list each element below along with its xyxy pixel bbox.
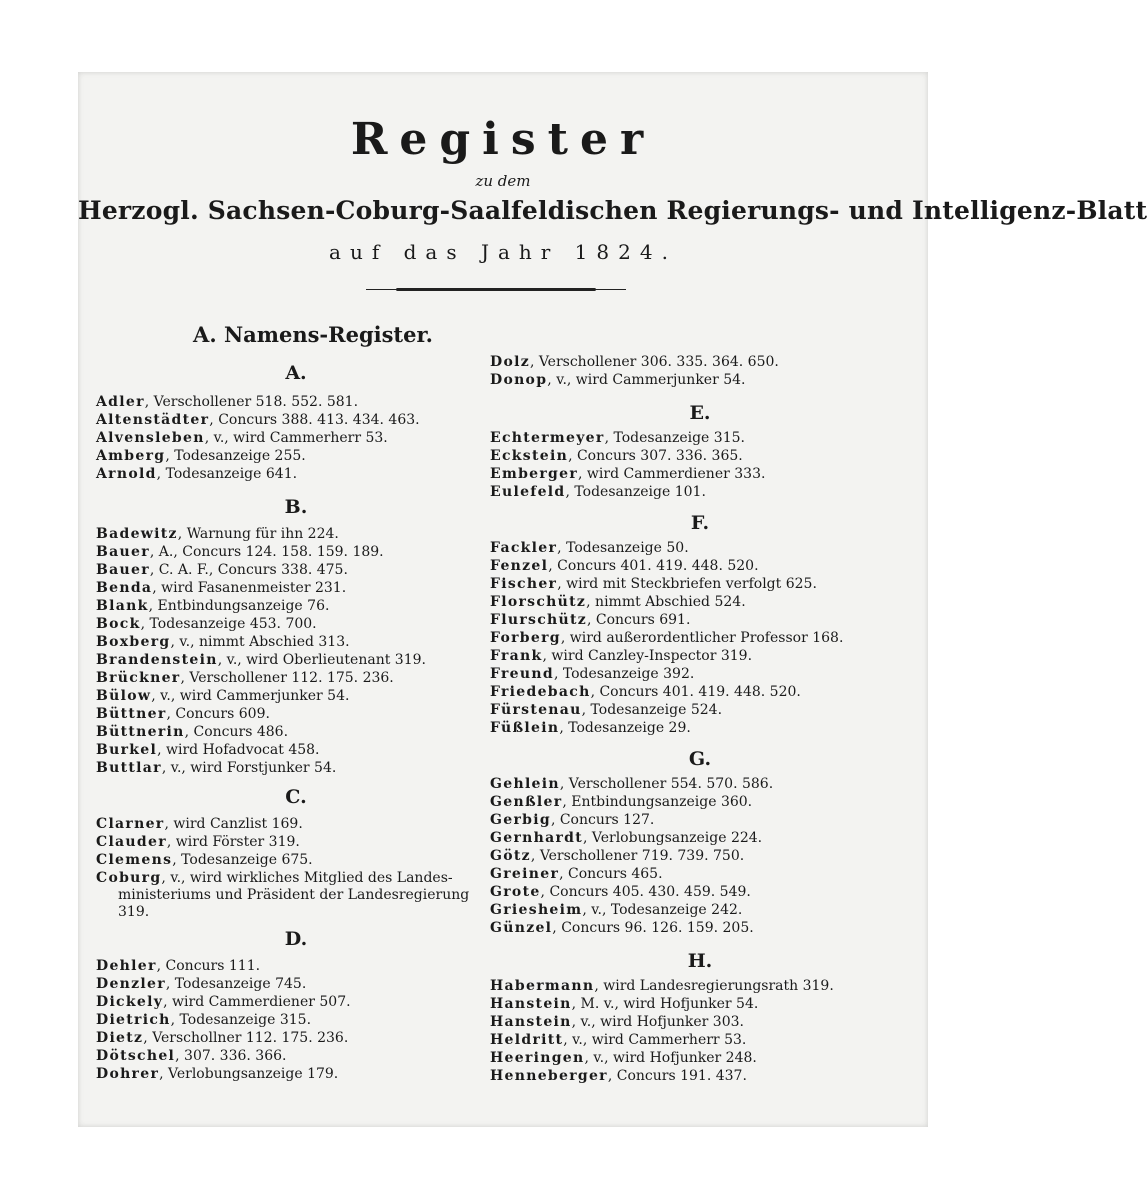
subtitle-year: auf das Jahr 1824. [329, 240, 677, 264]
register-entry [490, 978, 910, 995]
register-entry [490, 920, 910, 937]
entry-detail: , v., wird Cammerjunker 54. [547, 372, 746, 388]
section-heading: A. Namens-Register. [193, 322, 433, 347]
entry-detail: , M. v., wird Hofjunker 54. [571, 996, 759, 1012]
register-entry [490, 630, 910, 647]
register-entry [490, 996, 910, 1013]
entry-name: Dötschel [96, 1048, 176, 1064]
entry-detail: , wird Hofadvocat 458. [157, 742, 320, 758]
register-entry [490, 830, 910, 847]
entry-name: Dolz [490, 354, 530, 370]
register-entry [96, 994, 496, 1011]
entry-name: Hanstein [490, 1014, 572, 1030]
entry-name: Altenstädter [96, 412, 210, 428]
page-title: Register [350, 114, 656, 165]
entry-detail: , Todesanzeige 675. [172, 852, 313, 868]
subtitle-publication: Herzogl. Sachsen-Coburg-Saalfeldischen Regierungs- und Intelligenz-Blatt [78, 196, 1147, 225]
register-entry [96, 394, 496, 411]
entry-detail: , v., wird Forstjunker 54. [161, 760, 337, 776]
entry-detail: , nimmt Abschied 524. [586, 594, 746, 610]
entry-detail: , Todesanzeige 29. [559, 720, 691, 736]
entry-detail: , Todesanzeige 641. [156, 466, 298, 482]
register-entry [490, 648, 910, 665]
register-entry [96, 466, 496, 483]
entry-name: Götz [490, 848, 531, 864]
entry-name: Forberg [490, 630, 561, 646]
entry-detail: , v., Todesanzeige 242. [582, 902, 743, 918]
entry-name: Dietrich [96, 1012, 171, 1028]
entry-detail: , Concurs 405. 430. 459. 549. [540, 884, 751, 900]
entry-name: Büttnerin [96, 724, 185, 740]
register-entry [490, 720, 910, 737]
entry-name: Fürstenau [490, 702, 582, 718]
register-entry [490, 484, 910, 501]
entry-name: Blank [96, 598, 149, 614]
entry-name: Genßler [490, 794, 563, 810]
register-entry [96, 958, 496, 975]
entry-name: Boxberg [96, 634, 171, 650]
register-entry [490, 430, 910, 447]
register-entry [490, 594, 910, 611]
entry-detail: , Concurs 486. [184, 724, 289, 740]
entry-name: Fackler [490, 540, 558, 556]
register-entry [96, 544, 496, 561]
letter-heading: D. [284, 928, 308, 950]
entry-detail: , wird Canzley-Inspector 319. [542, 648, 753, 664]
entry-name: Friedebach [490, 684, 591, 700]
entry-detail: , v., wird Cammerjunker 54. [151, 688, 350, 704]
register-entry [490, 902, 910, 919]
entry-name: Dietz [96, 1030, 144, 1046]
entry-detail: , Todesanzeige 392. [553, 666, 695, 682]
entry-name: Frank [490, 648, 543, 664]
entry-detail: , v., wird Cammerherr 53. [563, 1032, 747, 1048]
register-entry [96, 448, 496, 465]
entry-detail: , Concurs 111. [156, 958, 261, 974]
register-page [78, 72, 1147, 1127]
entry-detail: , wird Cammerdiener 333. [578, 466, 766, 482]
register-entry [96, 652, 496, 669]
entry-name: Freund [490, 666, 554, 682]
entry-name: Dehler [96, 958, 157, 974]
entry-name: Brandenstein [96, 652, 218, 668]
register-entry [490, 884, 910, 901]
register-entry [490, 612, 910, 629]
letter-heading: C. [285, 786, 307, 808]
entry-detail: , wird Canzlist 169. [164, 816, 303, 832]
entry-detail: , Concurs 96. 126. 159. 205. [552, 920, 754, 936]
entry-name: Arnold [96, 466, 157, 482]
entry-name: Clauder [96, 834, 167, 850]
entry-name: Fischer [490, 576, 558, 592]
entry-detail: , Concurs 401. 419. 448. 520. [548, 558, 759, 574]
entry-detail: , Verschollener 306. 335. 364. 650. [529, 354, 779, 370]
entry-detail: , Entbindungsanzeige 360. [562, 794, 753, 810]
entry-name: Habermann [490, 978, 595, 994]
entry-name: Echtermeyer [490, 430, 605, 446]
register-entry [490, 354, 910, 371]
entry-detail: , Concurs 691. [587, 612, 691, 628]
letter-heading: G. [688, 748, 712, 770]
register-entry [96, 834, 496, 851]
entry-name: Adler [96, 394, 145, 410]
entry-detail: , Concurs 127. [550, 812, 655, 828]
register-entry [490, 794, 910, 811]
register-entry [490, 1050, 910, 1067]
entry-name: Emberger [490, 466, 579, 482]
entry-detail: , wird Landesregierungsrath 319. [594, 978, 834, 994]
register-entry [96, 688, 496, 705]
register-entry [96, 634, 496, 651]
entry-name: Benda [96, 580, 153, 596]
entry-name: Amberg [96, 448, 166, 464]
register-entry [96, 742, 496, 759]
register-entry [96, 816, 496, 833]
register-entry [96, 616, 496, 633]
entry-continuation: 319. [118, 904, 150, 920]
register-entry [490, 848, 910, 865]
entry-name: Dickely [96, 994, 164, 1010]
entry-name: Flurschütz [490, 612, 587, 628]
register-entry [96, 670, 496, 687]
entry-detail: , Entbindungsanzeige 76. [148, 598, 330, 614]
title-divider [396, 288, 596, 291]
register-entry [490, 1068, 910, 1085]
subtitle-zu-dem: zu dem [475, 172, 531, 190]
letter-heading: B. [284, 496, 308, 518]
entry-name: Dohrer [96, 1066, 160, 1082]
entry-detail: , Verschollener 554. 570. 586. [559, 776, 774, 792]
entry-name: Hanstein [490, 996, 572, 1012]
register-entry [96, 1030, 496, 1047]
entry-name: Badewitz [96, 526, 178, 542]
register-entry [96, 562, 496, 579]
register-entry [490, 702, 910, 719]
entry-name: Florschütz [490, 594, 587, 610]
entry-detail: , wird außerordentlicher Professor 168. [560, 630, 844, 646]
entry-name: Heldritt [490, 1032, 564, 1048]
entry-detail: , Verlobungsanzeige 179. [159, 1066, 339, 1082]
entry-detail: , Warnung für ihn 224. [177, 526, 339, 542]
entry-name: Büttner [96, 706, 167, 722]
entry-name: Bülow [96, 688, 152, 704]
entry-detail: , wird Cammerdiener 507. [163, 994, 351, 1010]
entry-name: Coburg [96, 870, 162, 886]
entry-name: Bock [96, 616, 141, 632]
entry-name: Eckstein [490, 448, 569, 464]
entry-detail: , Concurs 191. 437. [607, 1068, 747, 1084]
entry-detail: , Verschollener 112. 175. 236. [180, 670, 394, 686]
entry-detail: , v., wird Cammerherr 53. [204, 430, 388, 446]
register-entry [96, 430, 496, 447]
entry-name: Greiner [490, 866, 560, 882]
entry-detail: , Todesanzeige 524. [581, 702, 723, 718]
register-entry [490, 558, 910, 575]
register-entry [490, 776, 910, 793]
register-entry [96, 1066, 496, 1083]
entry-detail: , Concurs 609. [166, 706, 270, 722]
entry-name: Günzel [490, 920, 553, 936]
entry-detail: , C. A. F., Concurs 338. 475. [149, 562, 348, 578]
entry-detail: , Concurs 465. [559, 866, 663, 882]
entry-detail: , wird Fasanenmeister 231. [152, 580, 347, 596]
register-entry [490, 576, 910, 593]
register-entry [490, 448, 910, 465]
entry-detail: , wird mit Steckbriefen verfolgt 625. [557, 576, 817, 592]
register-entry [96, 870, 496, 921]
entry-detail: , Verlobungsanzeige 224. [583, 830, 763, 846]
entry-detail: , Verschollner 112. 175. 236. [143, 1030, 349, 1046]
entry-name: Clemens [96, 852, 173, 868]
register-entry [490, 1014, 910, 1031]
entry-detail: , Todesanzeige 101. [565, 484, 706, 500]
entry-detail: , Concurs 307. 336. 365. [568, 448, 743, 464]
entry-name: Buttlar [96, 760, 162, 776]
register-entry [490, 812, 910, 829]
entry-detail: , v., nimmt Abschied 313. [170, 634, 350, 650]
entry-detail: , 307. 336. 366. [175, 1048, 287, 1064]
entry-name: Gernhardt [490, 830, 583, 846]
register-entry [96, 580, 496, 597]
letter-heading: F. [690, 512, 710, 534]
entry-detail: , v., wird wirkliches Mitglied des Landes- [161, 870, 453, 886]
letter-heading: E. [689, 402, 711, 424]
entry-detail: , A., Concurs 124. 158. 159. 189. [149, 544, 384, 560]
entry-detail: , Concurs 388. 413. 434. 463. [209, 412, 420, 428]
entry-detail: , v., wird Oberlieutenant 319. [217, 652, 426, 668]
register-entry [490, 684, 910, 701]
entry-detail: , Todesanzeige 745. [165, 976, 307, 992]
register-entry [96, 852, 496, 869]
entry-name: Fenzel [490, 558, 549, 574]
register-entry [96, 412, 496, 429]
entry-detail: , Todesanzeige 315. [170, 1012, 312, 1028]
entry-detail: , Todesanzeige 255. [165, 448, 306, 464]
entry-detail: , v., wird Hofjunker 303. [571, 1014, 744, 1030]
entry-detail: , wird Förster 319. [166, 834, 300, 850]
register-entry [96, 976, 496, 993]
entry-name: Alvensleben [96, 430, 205, 446]
entry-name: Donop [490, 372, 548, 388]
register-entry [96, 706, 496, 723]
letter-heading: H. [687, 950, 713, 972]
entry-name: Burkel [96, 742, 158, 758]
entry-name: Bauer [96, 544, 150, 560]
entry-name: Füßlein [490, 720, 560, 736]
register-entry [490, 540, 910, 557]
entry-name: Grote [490, 884, 541, 900]
entry-detail: , Todesanzeige 453. 700. [140, 616, 317, 632]
register-entry [96, 1048, 496, 1065]
entry-name: Eulefeld [490, 484, 566, 500]
entry-name: Gehlein [490, 776, 560, 792]
register-entry [96, 526, 496, 543]
entry-name: Brückner [96, 670, 181, 686]
entry-name: Heeringen [490, 1050, 585, 1066]
register-entry [490, 1032, 910, 1049]
entry-name: Gerbig [490, 812, 551, 828]
register-entry [96, 724, 496, 741]
entry-detail: , Todesanzeige 315. [604, 430, 745, 446]
register-entry [490, 866, 910, 883]
entry-detail: , Verschollener 518. 552. 581. [144, 394, 359, 410]
letter-heading: A. [285, 362, 307, 384]
entry-name: Denzler [96, 976, 166, 992]
entry-detail: , v., wird Hofjunker 248. [584, 1050, 757, 1066]
entry-name: Clarner [96, 816, 165, 832]
entry-name: Bauer [96, 562, 150, 578]
entry-continuation: ministeriums und Präsident der Landesregierung [118, 887, 470, 903]
entry-name: Henneberger [490, 1068, 608, 1084]
register-entry [96, 598, 496, 615]
register-entry [490, 372, 910, 389]
register-entry [490, 466, 910, 483]
entry-detail: , Verschollener 719. 739. 750. [530, 848, 745, 864]
entry-detail: , Todesanzeige 50. [557, 540, 689, 556]
register-entry [96, 760, 496, 777]
entry-name: Griesheim [490, 902, 583, 918]
entry-detail: , Concurs 401. 419. 448. 520. [590, 684, 801, 700]
register-entry [96, 1012, 496, 1029]
register-entry [490, 666, 910, 683]
